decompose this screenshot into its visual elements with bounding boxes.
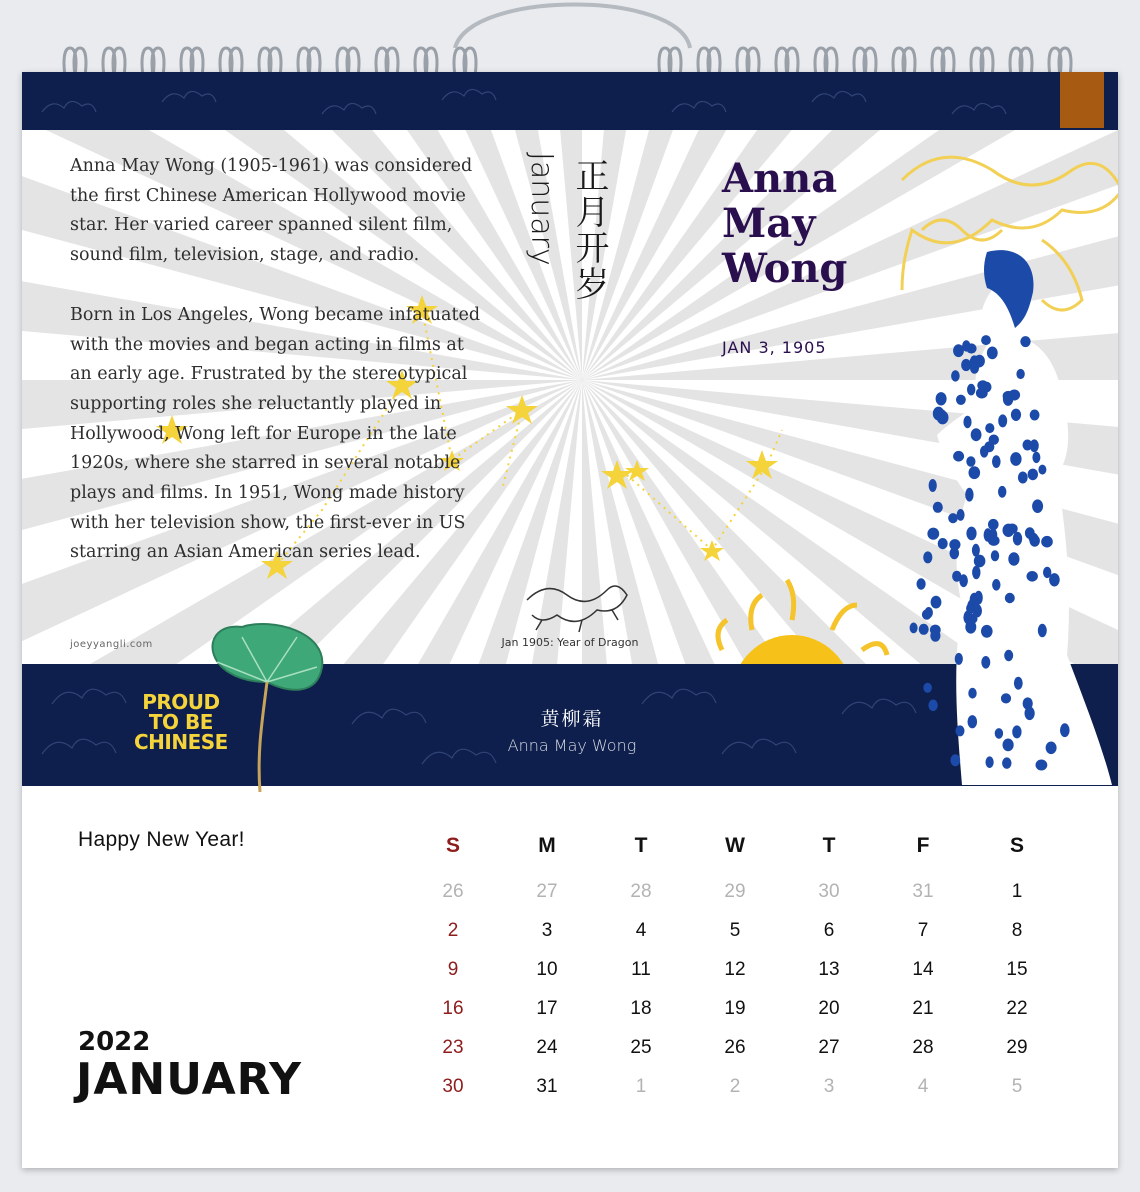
- birth-date: JAN 3, 1905: [722, 338, 827, 357]
- person-name: [722, 156, 847, 291]
- day-cell: 12: [724, 958, 746, 980]
- day-cell: 25: [630, 1036, 652, 1058]
- day-cell: 3: [541, 919, 553, 941]
- week-row: [406, 1067, 1106, 1106]
- day-cell: 4: [635, 919, 647, 941]
- day-cell: 24: [536, 1036, 558, 1058]
- weekday-sunday: S: [445, 834, 460, 857]
- day-cell: 5: [729, 919, 741, 941]
- name-line-3: Wong: [722, 245, 848, 292]
- day-cell: 27: [536, 880, 558, 902]
- weekday-monday: M: [538, 834, 556, 857]
- day-cell: 18: [630, 997, 652, 1019]
- day-cell: 9: [447, 958, 459, 980]
- day-cell: 2: [447, 919, 459, 941]
- week-row: [406, 911, 1106, 950]
- zodiac-caption: Jan 1905: Year of Dragon: [501, 636, 639, 649]
- day-cell: 20: [818, 997, 840, 1019]
- proud-line-1: PROUD: [142, 690, 220, 714]
- day-cell: 11: [631, 958, 651, 980]
- day-cell: 28: [630, 880, 652, 902]
- day-cell: 17: [536, 997, 558, 1019]
- day-cell: 29: [1006, 1036, 1028, 1058]
- day-cell: 19: [724, 997, 746, 1019]
- weekday-tuesday: T: [634, 834, 648, 857]
- day-cell: 16: [442, 997, 464, 1019]
- website-credit: joeyyangli.com: [70, 639, 153, 650]
- day-cell: 23: [442, 1036, 464, 1058]
- day-cell: 4: [917, 1075, 929, 1097]
- lotus-leaf-icon: [202, 622, 332, 792]
- day-cell: 10: [536, 958, 558, 980]
- day-cell: 15: [1006, 958, 1028, 980]
- calendar-page: [22, 72, 1118, 1168]
- day-cell: 31: [912, 880, 934, 902]
- day-cell: 21: [912, 997, 934, 1019]
- weekday-thursday: T: [822, 834, 836, 857]
- day-cell: 13: [818, 958, 840, 980]
- day-cell: 29: [724, 880, 746, 902]
- top-cloud-band: [22, 72, 1118, 130]
- name-line-2: May: [722, 200, 816, 247]
- calendar-grid: [406, 824, 1106, 1106]
- day-cell: 1: [635, 1075, 647, 1097]
- week-row: [406, 950, 1106, 989]
- day-cell: 2: [729, 1075, 741, 1097]
- english-name: Anna May Wong: [507, 736, 637, 755]
- week-row: [406, 989, 1106, 1028]
- day-cell: 26: [724, 1036, 746, 1058]
- week-row: [406, 872, 1106, 911]
- day-cell: 30: [442, 1075, 464, 1097]
- greeting-text: Happy New Year!: [78, 828, 245, 851]
- day-cell: 3: [823, 1075, 835, 1097]
- name-line-1: Anna: [722, 155, 838, 202]
- weekday-wednesday: W: [725, 834, 745, 857]
- bio-paragraph-1: Anna May Wong (1905-1961) was considered the first Chinese American Hollywood movie star. Her varied career spanned silent film, sound film, television, stage, and radio.: [70, 156, 473, 266]
- weekday-header-row: [406, 824, 1106, 868]
- proud-line-2: TO BE: [148, 710, 213, 734]
- month-english-vertical: January: [524, 152, 559, 266]
- biography-text: [70, 152, 490, 568]
- cloud-pattern: [22, 72, 1118, 130]
- day-cell: 7: [917, 919, 929, 941]
- day-cell: 31: [536, 1075, 558, 1097]
- calendar-month: JANUARY: [76, 1054, 303, 1105]
- day-cell: 5: [1011, 1075, 1023, 1097]
- day-cell: 1: [1011, 880, 1023, 902]
- day-cell: 26: [442, 880, 464, 902]
- chinese-name: 黄柳霜: [540, 708, 604, 730]
- proud-line-3: CHINESE: [134, 730, 228, 754]
- calendar-year: 2022: [78, 1027, 151, 1057]
- weekday-friday: F: [916, 834, 930, 857]
- day-cell: 6: [823, 919, 835, 941]
- day-cell: 30: [818, 880, 840, 902]
- day-cell: 8: [1011, 919, 1023, 941]
- day-cell: 14: [912, 958, 934, 980]
- anna-may-wong-illustration: [882, 250, 1118, 786]
- month-tab: [1060, 72, 1104, 128]
- day-cell: 22: [1006, 997, 1028, 1019]
- month-chinese-vertical: 正月开岁: [569, 158, 609, 302]
- bio-paragraph-2: Born in Los Angeles, Wong became infatuated with the movies and began acting in films at an early age. Frustrated by the stereotypical supporting roles she reluctantly played in Hollywood, Wong left for Europe in the late 1920s, where she starred in several notable plays and films. In 1951, Wong made history with her television show, the first-ever in US starring an Asian American series lead.: [70, 304, 481, 563]
- week-row: [406, 1028, 1106, 1067]
- day-cell: 28: [912, 1036, 934, 1058]
- day-cell: 27: [818, 1036, 840, 1058]
- weekday-saturday: S: [1009, 834, 1024, 857]
